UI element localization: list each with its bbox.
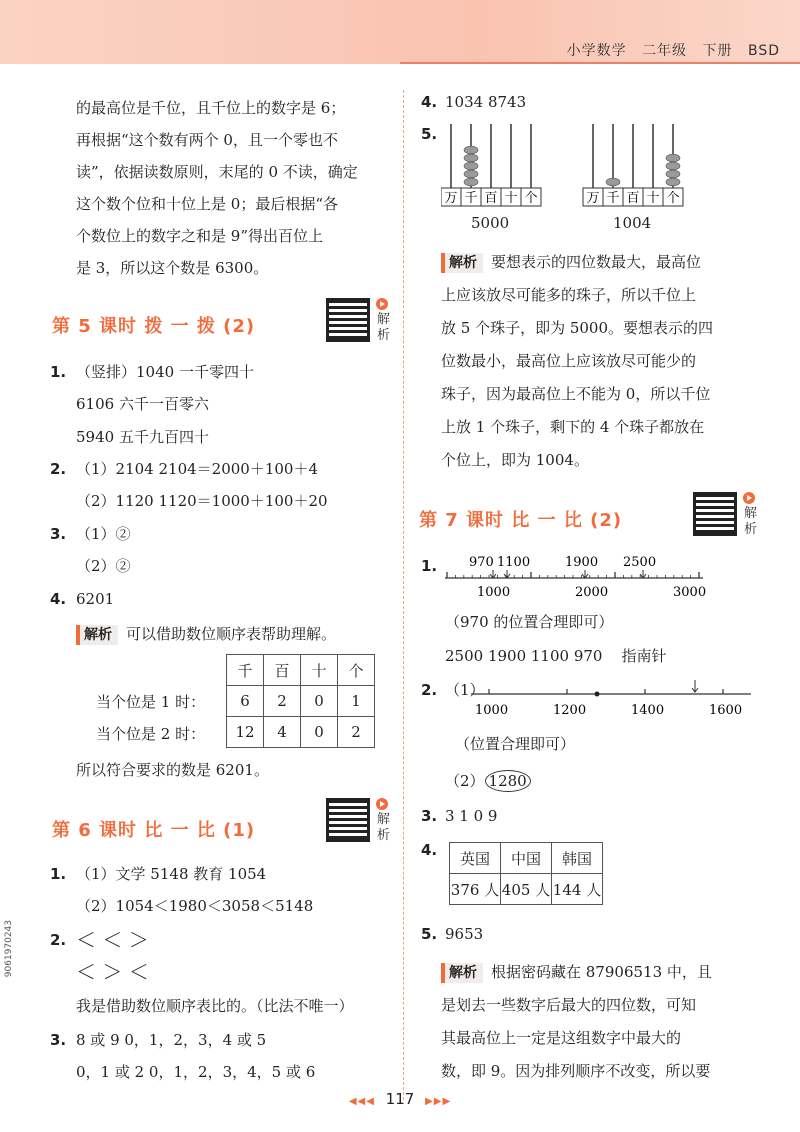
analysis-block bbox=[76, 624, 336, 645]
intro-paragraph bbox=[76, 92, 358, 284]
place-label: 千 bbox=[606, 191, 620, 206]
analysis-text: 上放 1 个珠子，剩下的 4 个珠子都放在 bbox=[441, 418, 705, 436]
table-cell: 376 人 bbox=[450, 874, 501, 905]
abacus-bead bbox=[666, 162, 680, 170]
abacus-bead bbox=[464, 170, 478, 178]
analysis-text: 放 5 个珠子，即为 5000。要想表示的四 bbox=[441, 319, 714, 337]
answer-line: 6106 六千一百零六 bbox=[76, 395, 209, 413]
part-label: （2） bbox=[445, 772, 485, 790]
table-header: 英国 bbox=[450, 843, 501, 874]
place-value-table bbox=[226, 654, 375, 748]
page-number: 117 bbox=[385, 1090, 415, 1108]
answer-note: （970 的位置合理即可） bbox=[445, 613, 614, 631]
answer-line: 0，1 或 2 0，1，2，3，4，5 或 6 bbox=[76, 1063, 316, 1081]
tick-label-1100: 1100 bbox=[497, 555, 531, 570]
table-header-row bbox=[450, 843, 603, 874]
section-title-7: 第 7 课时 比 一 比 (2) bbox=[419, 510, 623, 531]
intro-line: 是 3，所以这个数是 6300。 bbox=[76, 259, 269, 277]
analysis-text: 根据密码藏在 87906513 中，且 bbox=[491, 963, 712, 981]
question-number: 1. bbox=[50, 363, 67, 381]
analysis-block bbox=[441, 246, 713, 477]
table-cell: 6 bbox=[227, 686, 264, 717]
arrow-1900 bbox=[582, 570, 588, 578]
analysis-text: 个位上，即为 1004。 bbox=[441, 451, 589, 469]
table-cell: 4 bbox=[264, 717, 301, 748]
prev-arrows-icon: ◀◀◀ bbox=[348, 1096, 375, 1107]
question-number: 4. bbox=[50, 590, 67, 608]
question-number: 1. bbox=[50, 865, 67, 883]
intro-line: 读”，依据读数原则，末尾的 0 不读，确定 bbox=[76, 163, 358, 181]
answer-line: 9653 bbox=[445, 925, 484, 943]
qr-label: 解析 bbox=[377, 812, 391, 843]
place-label: 十 bbox=[504, 191, 518, 206]
order-extra: 指南针 bbox=[621, 647, 667, 665]
abacus-bead bbox=[464, 178, 478, 186]
answer-line bbox=[445, 646, 667, 666]
answer-line: 5940 五千九百四十 bbox=[76, 428, 209, 446]
abacus-bead bbox=[666, 178, 680, 186]
question-number: 4. bbox=[421, 841, 438, 859]
table-header: 中国 bbox=[501, 843, 552, 874]
qr-code-icon[interactable] bbox=[326, 798, 370, 842]
place-label: 个 bbox=[524, 191, 538, 206]
next-arrows-icon: ▶▶▶ bbox=[425, 1096, 452, 1107]
analysis-text: 位数最小，最高位上应该放尽可能少的 bbox=[441, 352, 697, 370]
analysis-block bbox=[441, 956, 712, 1088]
table-cell: 0 bbox=[301, 686, 338, 717]
answer-line: ＜ ＜ ＞ bbox=[76, 928, 149, 952]
abacus-bead bbox=[666, 170, 680, 178]
answer-line: 8 或 9 0，1，2，3，4 或 5 bbox=[76, 1031, 267, 1049]
table-cell: 2 bbox=[264, 686, 301, 717]
abacus-bead bbox=[464, 154, 478, 162]
table-row bbox=[227, 686, 375, 717]
place-label: 个 bbox=[666, 191, 680, 206]
column-divider bbox=[403, 90, 404, 1100]
question-number: 1. bbox=[421, 557, 438, 575]
tick-label: 1600 bbox=[709, 703, 743, 718]
abacus-value: 1004 bbox=[613, 214, 652, 232]
place-label: 万 bbox=[586, 191, 600, 206]
analysis-text: 珠子，因为最高位上不能为 0，所以千位 bbox=[441, 385, 711, 403]
answer-line bbox=[76, 524, 131, 544]
analysis-text: 要想表示的四位数最大，最高位 bbox=[491, 253, 702, 271]
arrow-1560 bbox=[692, 680, 698, 692]
intro-line: 的最高位是千位，且千位上的数字是 6； bbox=[76, 99, 346, 117]
arrow-1100 bbox=[504, 570, 510, 578]
answer-line bbox=[445, 770, 531, 792]
header-grade: 二年级 bbox=[642, 43, 688, 59]
answer-note: 我是借助数位顺序表比的。（比法不唯一） bbox=[76, 997, 354, 1015]
page-footer bbox=[0, 1090, 800, 1108]
side-code: 9061970243 bbox=[4, 920, 14, 978]
place-label: 万 bbox=[444, 191, 458, 206]
answer-line: （竖排）1040 一千零四十 bbox=[76, 363, 254, 381]
number-line-1 bbox=[435, 552, 715, 602]
answer-line: （1）文学 5148 教育 1054 bbox=[76, 865, 267, 883]
arrow-2500 bbox=[640, 570, 646, 578]
answer-line: （1）2104 2104＝2000＋100＋4 bbox=[76, 460, 319, 478]
tick-label-3000: 3000 bbox=[673, 585, 707, 600]
circled-answer: ② bbox=[115, 557, 131, 575]
header-subject: 小学数学 bbox=[566, 43, 627, 59]
answer-line: 1034 8743 bbox=[445, 93, 527, 111]
abacus-bead bbox=[606, 178, 620, 186]
qr-code-icon[interactable] bbox=[326, 298, 370, 342]
qr-label: 解析 bbox=[377, 312, 391, 343]
header-edition: BSD bbox=[747, 43, 780, 59]
question-number: 2. bbox=[50, 931, 67, 949]
section-title-6: 第 6 课时 比 一 比 (1) bbox=[52, 820, 256, 841]
table-row bbox=[227, 717, 375, 748]
circled-answer: 1280 bbox=[485, 770, 531, 792]
circled-answer: ② bbox=[115, 525, 131, 543]
answer-line: 3 1 0 9 bbox=[445, 807, 498, 825]
place-label: 百 bbox=[484, 191, 498, 206]
order-values: 2500 1900 1100 970 bbox=[445, 647, 603, 665]
abacus-5000 bbox=[441, 124, 541, 206]
analysis-tag: 解析 bbox=[76, 625, 118, 645]
abacus-value: 5000 bbox=[471, 214, 510, 232]
abacus-bead bbox=[464, 162, 478, 170]
play-icon bbox=[376, 298, 388, 310]
tick-label-2000: 2000 bbox=[575, 585, 609, 600]
play-icon bbox=[743, 492, 755, 504]
table-row bbox=[450, 874, 603, 905]
intro-line: 个数位上的数字之和是 9”得出百位上 bbox=[76, 227, 323, 245]
table-header: 个 bbox=[338, 655, 375, 686]
table-cell: 1 bbox=[338, 686, 375, 717]
table-cell: 12 bbox=[227, 717, 264, 748]
place-label: 十 bbox=[646, 191, 660, 206]
table-cell: 405 人 bbox=[501, 874, 552, 905]
play-icon bbox=[376, 798, 388, 810]
header-info bbox=[557, 40, 780, 60]
answer-line bbox=[76, 556, 131, 576]
question-number: 3. bbox=[50, 1031, 67, 1049]
qr-code-icon[interactable] bbox=[693, 492, 737, 536]
table-cell: 0 bbox=[301, 717, 338, 748]
answer-line: 6201 bbox=[76, 590, 115, 608]
point-1280 bbox=[595, 692, 600, 697]
number-line-2 bbox=[467, 676, 757, 720]
analysis-text: 上应该放尽可能多的珠子，所以千位上 bbox=[441, 286, 697, 304]
tick-label-1900: 1900 bbox=[565, 555, 599, 570]
answer-line: ＜ ＞ ＜ bbox=[76, 960, 149, 984]
header-volume: 下册 bbox=[702, 43, 733, 59]
answer-line: （2）1054＜1980＜3058＜5148 bbox=[76, 897, 314, 915]
part-label: （1） bbox=[76, 525, 116, 543]
header-rule bbox=[400, 62, 800, 64]
table-header-row bbox=[227, 655, 375, 686]
part-label: （1） bbox=[445, 681, 485, 699]
question-number: 3. bbox=[421, 807, 438, 825]
tick-label-970: 970 bbox=[469, 555, 494, 570]
intro-line: 再根据“这个数有两个 0，且一个零也不 bbox=[76, 131, 338, 149]
table-row-label: 当个位是 1 时： bbox=[96, 693, 206, 711]
table-header: 韩国 bbox=[552, 843, 603, 874]
analysis-tag: 解析 bbox=[441, 963, 483, 983]
analysis-text: 是划去一些数字后最大的四位数，可知 bbox=[441, 996, 697, 1014]
conclusion: 所以符合要求的数是 6201。 bbox=[76, 761, 269, 779]
part-label: （2） bbox=[76, 557, 116, 575]
abacus-bead bbox=[666, 154, 680, 162]
place-label: 百 bbox=[626, 191, 640, 206]
question-number: 5. bbox=[421, 925, 438, 943]
table-cell: 2 bbox=[338, 717, 375, 748]
question-number: 2. bbox=[50, 460, 67, 478]
analysis-text: 可以借助数位顺序表帮助理解。 bbox=[126, 625, 337, 643]
question-number: 5. bbox=[421, 125, 438, 143]
tick-label-1000: 1000 bbox=[477, 585, 511, 600]
answer-line: （2）1120 1120＝1000＋100＋20 bbox=[76, 492, 328, 510]
analysis-text: 其最高位上一定是这组数字中最大的 bbox=[441, 1029, 682, 1047]
question-number: 4. bbox=[421, 93, 438, 111]
table-header: 十 bbox=[301, 655, 338, 686]
tick-label: 1400 bbox=[631, 703, 665, 718]
table-row-label: 当个位是 2 时： bbox=[96, 725, 206, 743]
abacus-bead bbox=[464, 146, 478, 154]
answer-note: （位置合理即可） bbox=[455, 735, 576, 753]
table-header: 百 bbox=[264, 655, 301, 686]
analysis-tag: 解析 bbox=[441, 253, 483, 273]
tick-label: 1000 bbox=[475, 703, 509, 718]
question-number: 2. bbox=[421, 681, 438, 699]
place-label: 千 bbox=[464, 191, 478, 206]
qr-label: 解析 bbox=[744, 506, 758, 537]
section-title-5: 第 5 课时 拨 一 拨 (2) bbox=[52, 316, 256, 337]
table-cell: 144 人 bbox=[552, 874, 603, 905]
intro-line: 这个数个位和十位上是 0；最后根据“各 bbox=[76, 195, 338, 213]
question-number: 3. bbox=[50, 525, 67, 543]
tick-label: 1200 bbox=[553, 703, 587, 718]
tick-label-2500: 2500 bbox=[623, 555, 657, 570]
abacus-1004 bbox=[583, 124, 683, 206]
country-table bbox=[449, 842, 603, 905]
arrow-970 bbox=[490, 570, 496, 578]
analysis-text: 数，即 9。因为排列顺序不改变，所以要 bbox=[441, 1062, 711, 1080]
table-header: 千 bbox=[227, 655, 264, 686]
